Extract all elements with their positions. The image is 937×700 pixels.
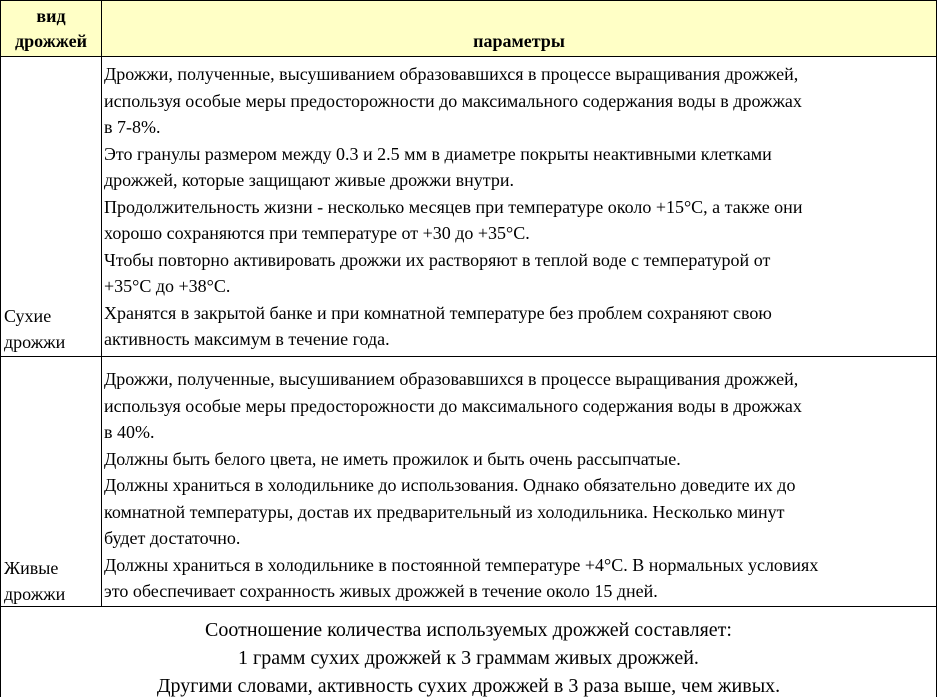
param-line: +35°C до +38°C.	[104, 276, 231, 296]
param-line: Дрожжи, полученные, высушиванием образовавшихся в процессе выращивания дрожжей,	[104, 64, 799, 84]
row-live-yeast-params	[102, 366, 937, 606]
param-line: Должны храниться в холодильнике до использования. Однако обязательно доведите их до	[104, 475, 796, 495]
row-divider	[0, 356, 937, 357]
footer-line-2: 1 грамм сухих дрожжей к 3 граммам живых дрожжей.	[238, 647, 699, 669]
param-line: комнатной температуры, достав их предварительный из холодильника. Несколько минут	[104, 501, 785, 522]
param-line: Продолжительность жизни - несколько месяцев при температуре около +15°C, а также они	[104, 196, 803, 217]
row-dry-yeast-params	[102, 61, 937, 356]
border-top	[0, 0, 937, 1]
param-line: в 7-8%.	[104, 117, 161, 137]
footer-ratio-note	[1, 616, 936, 697]
header-yeast-type	[1, 1, 101, 56]
header-divider	[0, 56, 937, 57]
param-line: Должны храниться в холодильнике в постоянной температуре +4°C. В нормальных условиях	[104, 554, 819, 575]
footer-line-1: Соотношение количества используемых дрожжей составляет:	[205, 619, 732, 641]
dry-type-line1: Сухие	[4, 306, 52, 326]
param-line: Должны быть белого цвета, не иметь прожилок и быть очень рассыпчатые.	[104, 448, 681, 469]
footer-line-3: Другими словами, активность сухих дрожжей в 3 раза выше, чем живых.	[156, 675, 781, 697]
param-line: хорошо сохраняются при температуре от +30 до +35°C.	[104, 223, 530, 243]
header-type-line1: вид	[36, 6, 66, 26]
row-dry-yeast-type	[1, 303, 101, 355]
param-line: используя особые меры предосторожности до максимального содержания воды в дрожжах	[104, 90, 802, 111]
param-line: в 40%.	[104, 422, 155, 442]
param-line: будет достаточно.	[104, 528, 241, 548]
param-line: Хранятся в закрытой банке и при комнатной температуре без проблем сохраняют свою	[104, 302, 772, 323]
footer-divider	[0, 606, 937, 607]
header-type-line2: дрожжей	[15, 31, 87, 51]
live-type-line1: Живые	[4, 558, 59, 578]
header-params-label: параметры	[473, 31, 565, 51]
column-divider	[101, 0, 102, 607]
header-parameters	[102, 1, 936, 56]
param-line: активность максимум в течение года.	[104, 329, 390, 349]
live-type-line2: дрожжи	[4, 584, 66, 604]
border-left	[0, 0, 1, 697]
param-line: Дрожжи, полученные, высушиванием образовавшихся в процессе выращивания дрожжей,	[104, 369, 799, 389]
param-line: дрожжей, которые защищают живые дрожжи внутри.	[104, 170, 515, 190]
row-live-yeast-type	[1, 555, 101, 607]
param-line: это обеспечивает сохранность живых дрожжей в течение около 15 дней.	[104, 581, 658, 601]
param-line: используя особые меры предосторожности до максимального содержания воды в дрожжах	[104, 395, 802, 416]
param-line: Чтобы повторно активировать дрожжи их растворяют в теплой воде с температурой от	[104, 249, 771, 270]
param-line: Это гранулы размером между 0.3 и 2.5 мм в диаметре покрыты неактивными клетками	[104, 143, 772, 164]
dry-type-line2: дрожжи	[4, 332, 66, 352]
